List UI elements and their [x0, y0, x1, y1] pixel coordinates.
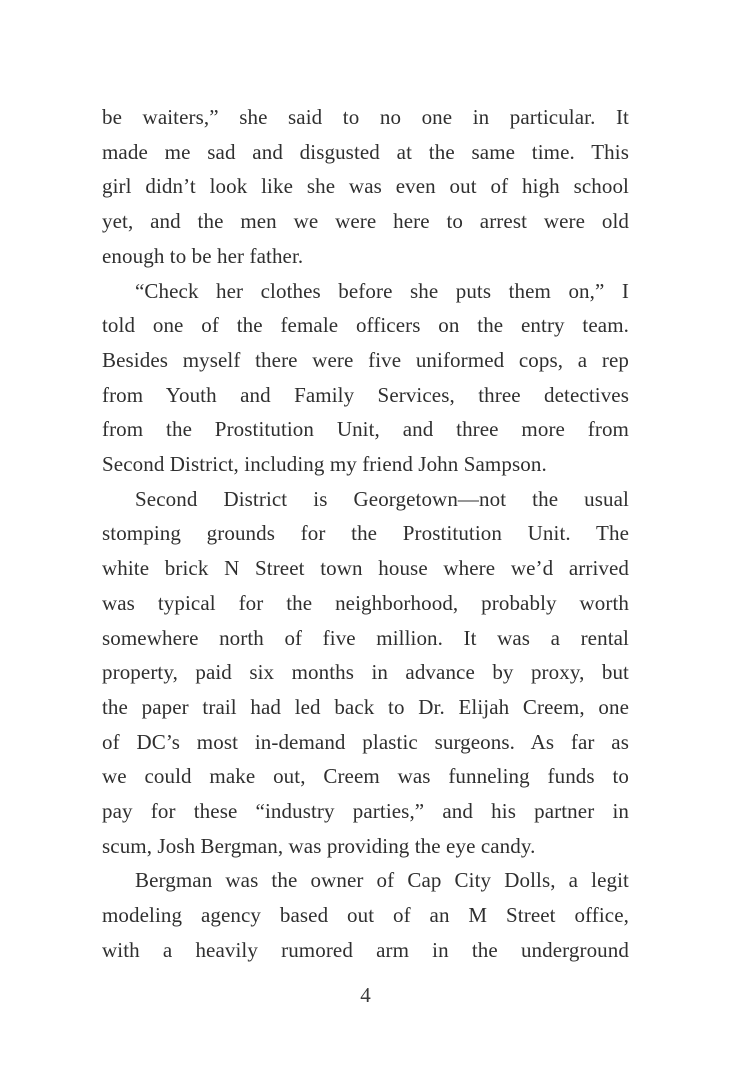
- text-line: pay for these “industry parties,” and his partner in: [102, 799, 629, 824]
- text-line: girl didn’t look like she was even out of high school: [102, 174, 629, 199]
- text-line: “Check her clothes before she puts them on,” I: [135, 278, 629, 303]
- text-line: Besides myself there were five uniformed cops, a rep: [102, 347, 629, 372]
- text-line: enough to be her father.: [102, 243, 304, 268]
- text-line: white brick N Street town house where we’d arrived: [102, 556, 629, 581]
- text-line: somewhere north of five million. It was a rental: [102, 625, 629, 650]
- text-line: with a heavily rumored arm in the underground: [102, 937, 629, 962]
- text-line: Bergman was the owner of Cap City Dolls, a legit: [135, 868, 629, 893]
- text-line: made me sad and disgusted at the same time. This: [102, 139, 629, 164]
- text-line: told one of the female officers on the entry team.: [102, 313, 629, 338]
- text-line: of DC’s most in-demand plastic surgeons. As far as: [102, 729, 629, 754]
- text-line: modeling agency based out of an M Street office,: [102, 903, 629, 928]
- text-line: the paper trail had led back to Dr. Elijah Creem, one: [102, 694, 629, 719]
- text-line: Second District, including my friend John Sampson.: [102, 452, 547, 477]
- text-line: we could make out, Creem was funneling funds to: [102, 764, 629, 789]
- body-text: [102, 100, 629, 968]
- text-line: stomping grounds for the Prostitution Unit. The: [102, 521, 629, 546]
- text-line: yet, and the men we were here to arrest were old: [102, 209, 629, 234]
- text-line: scum, Josh Bergman, was providing the eye candy.: [102, 833, 536, 858]
- text-line: property, paid six months in advance by proxy, but: [102, 660, 629, 685]
- text-line: Second District is Georgetown—not the usual: [135, 486, 629, 511]
- page-number: 4: [360, 983, 371, 1007]
- text-line: be waiters,” she said to no one in particular. It: [102, 105, 629, 129]
- text-line: from Youth and Family Services, three detectives: [102, 382, 629, 407]
- text-line: was typical for the neighborhood, probably worth: [102, 590, 629, 615]
- text-line: from the Prostitution Unit, and three more from: [102, 417, 629, 442]
